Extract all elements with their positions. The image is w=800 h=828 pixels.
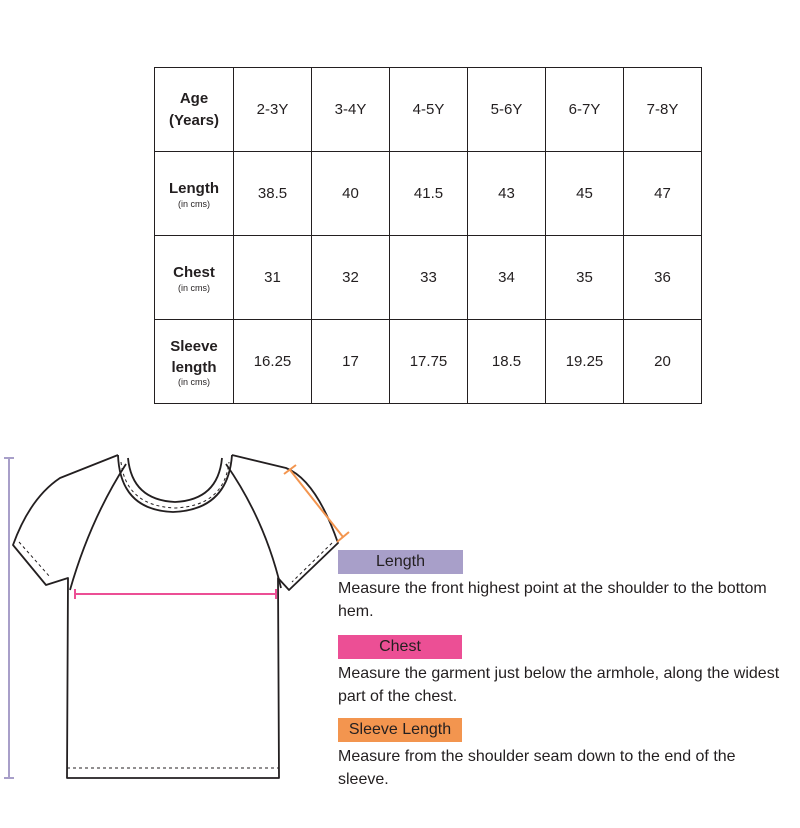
chest-tag: Chest [338,635,462,659]
legend-length [338,550,788,623]
table-cell: 41.5 [390,152,468,236]
row-label-chest [155,236,234,320]
age-label: Age [179,89,209,107]
age-column-header: 2-3Y [234,68,312,152]
table-cell: 17 [312,320,390,404]
table-row-chest [155,236,702,320]
age-column-header: 3-4Y [312,68,390,152]
row-label-age [155,68,234,152]
table-cell: 20 [624,320,702,404]
length-tag: Length [338,550,463,574]
chest-measure-line [75,589,276,599]
years-label: (Years) [168,111,220,129]
age-column-header: 7-8Y [624,68,702,152]
table-cell: 35 [546,236,624,320]
age-column-header: 4-5Y [390,68,468,152]
table-cell: 40 [312,152,390,236]
length-label: length [171,359,217,376]
table-cell: 47 [624,152,702,236]
age-column-header: 5-6Y [468,68,546,152]
age-column-header: 6-7Y [546,68,624,152]
table-cell: 33 [390,236,468,320]
legend-sleeve-length [338,718,788,791]
length-label: Length [169,180,219,197]
length-description: Measure the front highest point at the shoulder to the bottom hem. [338,580,767,620]
stitching [19,462,332,768]
unit-label: (in cms) [178,377,210,387]
sleeve-description: Measure from the shoulder seam down to the end of the sleeve. [338,748,736,788]
table-cell: 19.25 [546,320,624,404]
unit-label: (in cms) [178,199,210,209]
sleeve-measure-line [284,465,349,542]
legend-chest [338,635,788,708]
table-cell: 17.75 [390,320,468,404]
row-label-sleeve-length [155,320,234,404]
table-cell: 32 [312,236,390,320]
sleeve-tag: Sleeve Length [338,718,462,742]
chest-description: Measure the garment just below the armhole, along the widest part of the chest. [338,665,780,705]
row-label-length [155,152,234,236]
table-header-row [155,68,702,152]
table-cell: 43 [468,152,546,236]
table-cell: 16.25 [234,320,312,404]
tshirt-body [13,455,338,778]
table-cell: 31 [234,236,312,320]
table-cell: 34 [468,236,546,320]
table-cell: 36 [624,236,702,320]
unit-label: (in cms) [178,283,210,293]
length-measure-line [4,458,14,778]
table-cell: 45 [546,152,624,236]
table-cell: 38.5 [234,152,312,236]
tshirt-outline-icon [0,448,360,788]
table-row-sleeve-length [155,320,702,404]
sleeve-label: Sleeve [170,338,218,355]
table-cell: 18.5 [468,320,546,404]
table-row-length [155,152,702,236]
size-chart-table [154,67,702,404]
chest-label: Chest [173,264,215,281]
